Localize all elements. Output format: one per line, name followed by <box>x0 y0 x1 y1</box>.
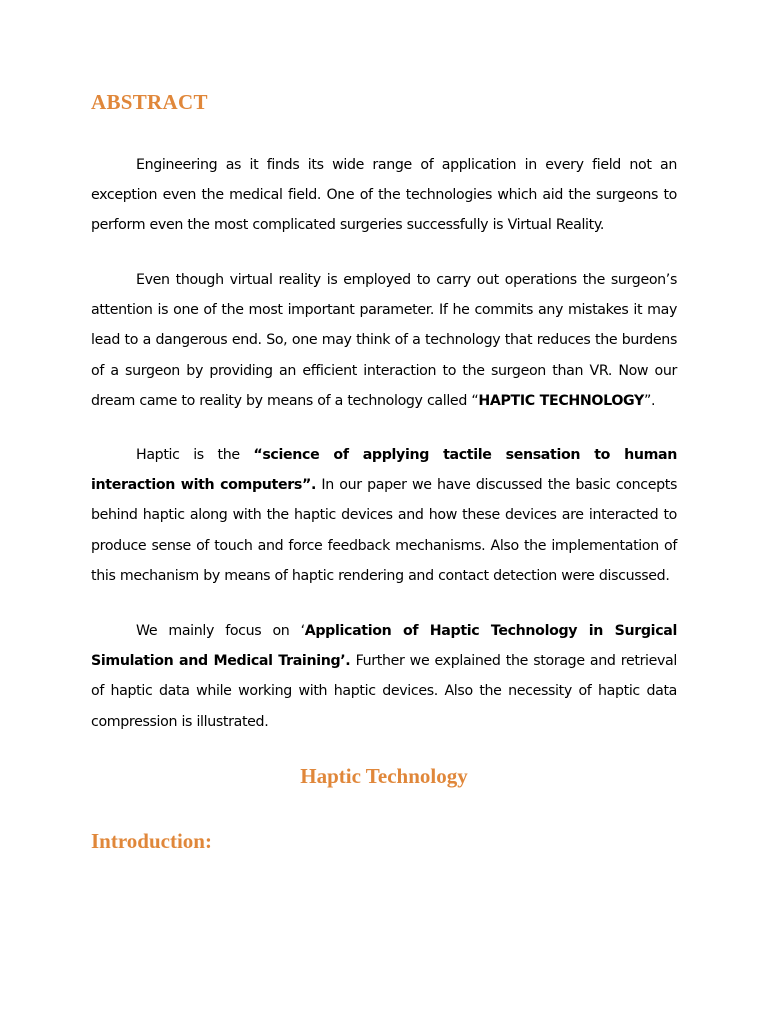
abstract-paragraph-1: Engineering as it finds its wide range of application in every field not an exception even the medical field. One of the technologies which aid the surgeons to perform even the most complicated surgeries successfully is Virtual Reality. <box>91 157 677 234</box>
introduction-heading: Introduction: <box>91 829 212 853</box>
paragraph-text: Haptic is the <box>136 447 254 463</box>
section-title: Haptic Technology <box>300 764 468 788</box>
paragraph-text: In our paper we have discussed the basic concepts behind haptic along with the haptic devices and how these devices are interacted to produce sense of touch and force feedback mechanisms. Also the implementation of this mechanism by means of haptic rendering and contact detection were discussed. <box>91 477 677 584</box>
bold-focus: Application of Haptic Technology in Surgical Simulation and Medical Training’. <box>91 623 677 670</box>
paragraph-text: Further we explained the storage and retrieval of haptic data while working with haptic devices. Also the necessity of haptic data compression is illustrated. <box>91 653 677 730</box>
abstract-paragraph-2 <box>91 265 677 416</box>
abstract-paragraph-3 <box>91 440 677 591</box>
bold-term: HAPTIC TECHNOLOGY <box>478 392 644 409</box>
paragraph-text: Even though virtual reality is employed to carry out operations the surgeon’s attention is one of the most important parameter. If he commits any mistakes it may lead to a dangerous end. So, one may think of a technology that reduces the burdens of a surgeon by providing an efficient interaction to the surgeon than VR. Now our dream came to reality by means of a technology called “ <box>91 272 677 409</box>
abstract-heading: ABSTRACT <box>91 90 208 114</box>
bold-definition: “science of applying tactile sensation to human interaction with computers”. <box>91 447 677 494</box>
paragraph-text: ”. <box>643 392 656 409</box>
paragraph-text: We mainly focus on ‘ <box>136 623 305 639</box>
abstract-paragraph-4 <box>91 616 677 737</box>
